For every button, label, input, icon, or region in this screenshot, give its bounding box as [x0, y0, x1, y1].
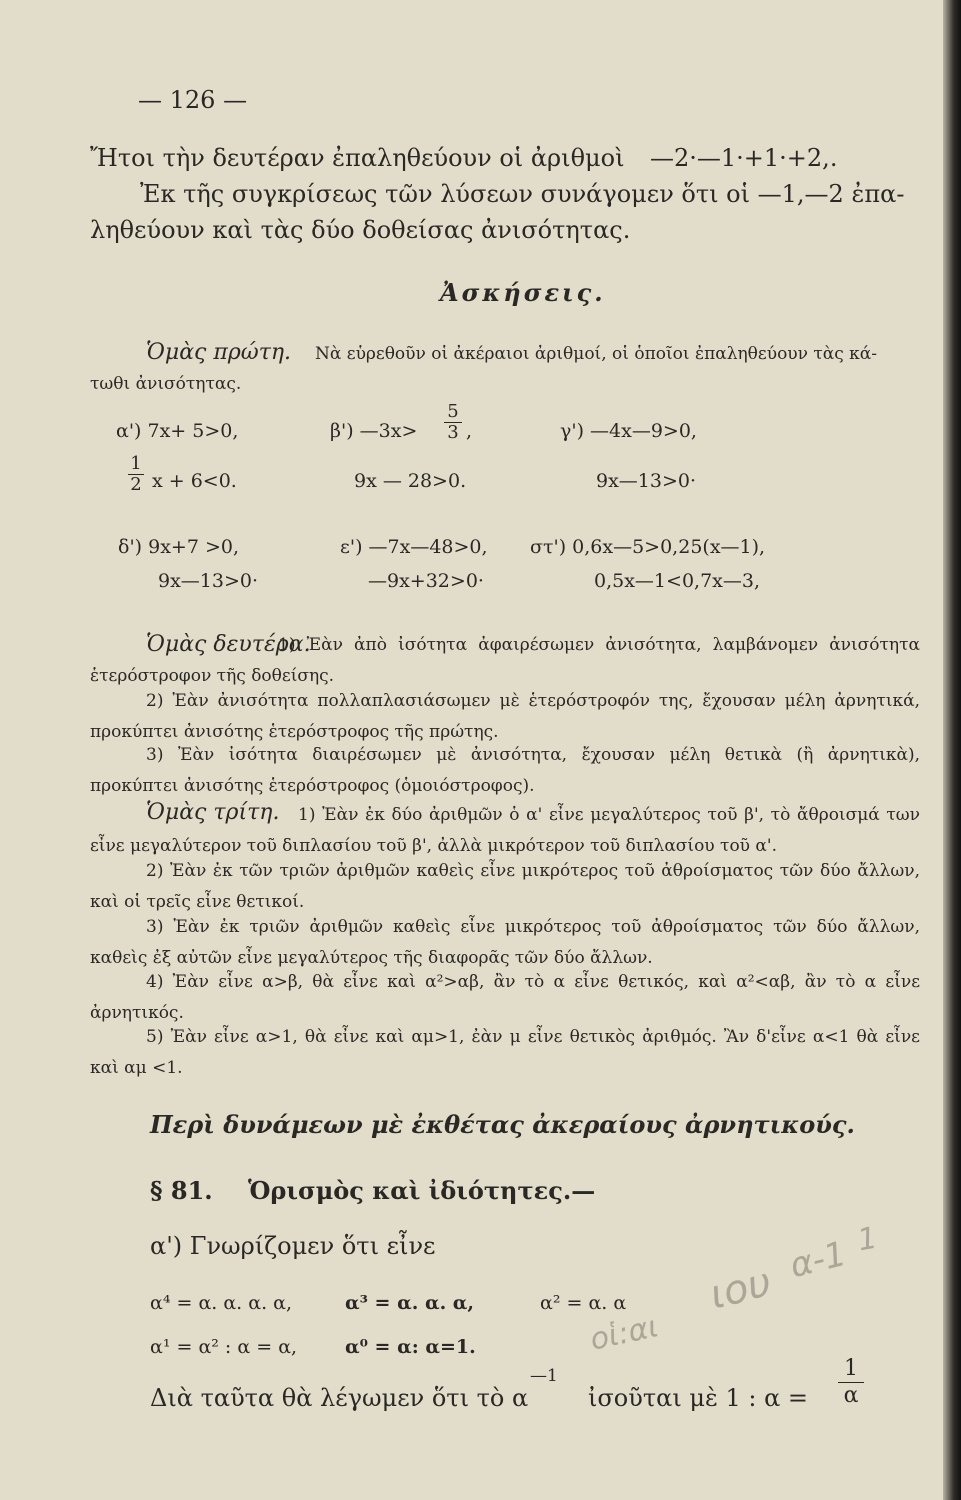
margin-note-2: 1 — [855, 1220, 880, 1259]
ex-b1: β') —3x> — [330, 420, 418, 442]
group1-text-1: Νὰ εὑρεθοῦν οἱ ἀκέραιοι ἀριθμοί, οἱ ὁποῖοι ἐπαληθεύουν τὰς κά- — [315, 344, 878, 364]
formula-a0: α⁰ = α: α=1. — [345, 1336, 476, 1358]
subsection-a: α') Γνωρίζομεν ὅτι εἶνε — [150, 1232, 436, 1260]
ex-e2: —9x+32>0· — [368, 570, 484, 592]
ex-d1: δ') 9x+7 >0, — [118, 536, 240, 558]
ex-b2: 9x — 28>0. — [354, 470, 467, 492]
group3-item-4: 4) Ἐὰν εἶνε α>β, θὰ εἶνε καὶ α²>αβ, ἂν τὸ α εἶνε θετικός, καὶ α²<αβ, ἂν τὸ α εἶνε ἀρνητικός. — [90, 972, 920, 1023]
ex-c2: 9x—13>0· — [596, 470, 697, 492]
formula-a2: α² = α. α — [540, 1292, 627, 1314]
intro-line-3: ληθεύουν καὶ τὰς δύο δοθείσας ἀνισότητας. — [90, 216, 631, 244]
paragraph-title: Ὁρισμὸς καὶ ἰδιότητες.— — [248, 1176, 596, 1205]
ex-b1-fraction: 5 3 — [444, 402, 462, 443]
intro-line-2: Ἐκ τῆς συγκρίσεως τῶν λύσεων συνάγομεν ὅτι οἱ —1,—2 ἐπα- — [140, 180, 905, 208]
formula-a1: α¹ = α² : α = α, — [150, 1336, 298, 1358]
group3-item-2: 2) Ἐὰν ἐκ τῶν τριῶν ἀριθμῶν καθεὶς εἶνε μικρότερος τοῦ ἀθροίσματος τῶν δύο ἄλλων, καὶ οἱ τρεῖς εἶνε θετικοί. — [90, 861, 920, 912]
group1-text-2: τωθι ἀνισότητας. — [90, 374, 242, 394]
section-title: Περὶ δυνάμεων μὲ ἐκθέτας ἀκεραίους ἀρνητικούς. — [150, 1110, 855, 1139]
final-line-exponent: —1 — [530, 1366, 558, 1386]
group2-item-3: 3) Ἐὰν ἰσότητα διαιρέσωμεν μὲ ἀνισότητα, ἔχουσαν μέλη θετικὰ (ἢ ἀρνητικὰ), προκύπτει ἀνισότης ἑτερόστροφος (ὁμοιόστροφος). — [90, 745, 920, 796]
margin-note-1: α-1 — [785, 1233, 851, 1287]
group3-item-1: 1) Ἐὰν ἐκ δύο ἀριθμῶν ὁ α' εἶνε μεγαλύτερος τοῦ β', τὸ ἄθροισμά των εἶνε μεγαλύτερον τοῦ διπλασίου τοῦ β', ἀλλὰ μικρότερον τοῦ διπλασίου τοῦ α'. — [90, 805, 920, 856]
ex-a2: x + 6<0. — [152, 470, 237, 492]
page-number: — 126 — — [138, 86, 248, 114]
ex-b1-end: , — [466, 420, 473, 442]
group1-heading: Ὁμὰς πρώτη. — [146, 340, 292, 365]
group2-item-2: 2) Ἐὰν ἀνισότητα πολλαπλασιάσωμεν μὲ ἑτερόστροφόν της, ἔχουσαν μέλη ἀρνητικά, προκύπτει ἀνισότης ἑτερόστροφος τῆς πρώτης. — [90, 691, 920, 742]
final-line-fraction: 1 α — [838, 1356, 864, 1409]
group3-item-3: 3) Ἐὰν ἐκ τριῶν ἀριθμῶν καθεὶς εἶνε μικρότερος τοῦ ἀθροίσματος τῶν δύο ἄλλων, καθεὶς ἐξ αὐτῶν εἶνε μεγαλύτερος τῆς διαφορᾶς τῶν δύο ἄλλων. — [90, 917, 920, 968]
ex-f1: στ') 0,6x—5>0,25(x—1), — [530, 536, 766, 558]
paragraph-number: § 81. — [150, 1176, 213, 1205]
ex-a1: α') 7x+ 5>0, — [116, 420, 239, 442]
intro-line-1: Ἤτοι τὴν δευτέραν ἐπαληθεύουν οἱ ἀριθμοὶ — [90, 144, 625, 172]
ex-f2: 0,5x—1<0,7x—3, — [594, 570, 760, 592]
group2-item-1: 1) Ἐὰν ἀπὸ ἰσότητα ἀφαιρέσωμεν ἀνισότητα, λαμβάνομεν ἀνισότητα ἑτερόστροφον τῆς δοθείσης. — [90, 635, 920, 686]
ex-c1: γ') —4x—9>0, — [560, 420, 697, 442]
final-line-middle: ἰσοῦται μὲ 1 : α = — [588, 1384, 809, 1412]
ex-d2: 9x—13>0· — [158, 570, 259, 592]
formula-a3: α³ = α. α. α, — [345, 1292, 475, 1314]
final-line-text: Διὰ ταῦτα θὰ λέγωμεν ὅτι τὸ α — [150, 1384, 529, 1412]
formula-a4: α⁴ = α. α. α. α, — [150, 1292, 293, 1314]
group2-heading: Ὁμὰς δευτέρα. — [146, 632, 311, 657]
binding-shadow — [943, 0, 961, 1500]
group3-item-5: 5) Ἐὰν εἶνε α>1, θὰ εἶνε καὶ αμ>1, ἐὰν μ εἶνε θετικὸς ἀριθμός. Ἂν δ'εἶνε α<1 θὰ εἶνε καὶ αμ <1. — [90, 1027, 920, 1078]
ex-a2-fraction: 1 2 — [128, 454, 144, 495]
group3-heading: Ὁμὰς τρίτη. — [146, 800, 280, 825]
margin-note-3: οἱ:αι — [587, 1309, 662, 1358]
ex-e1: ε') —7x—48>0, — [340, 536, 488, 558]
exercises-title: Ἀσκήσεις. — [440, 278, 606, 307]
intro-line-1-values: —2·—1·+1·+2,. — [650, 144, 838, 172]
margin-note-4: ιου — [705, 1259, 776, 1319]
